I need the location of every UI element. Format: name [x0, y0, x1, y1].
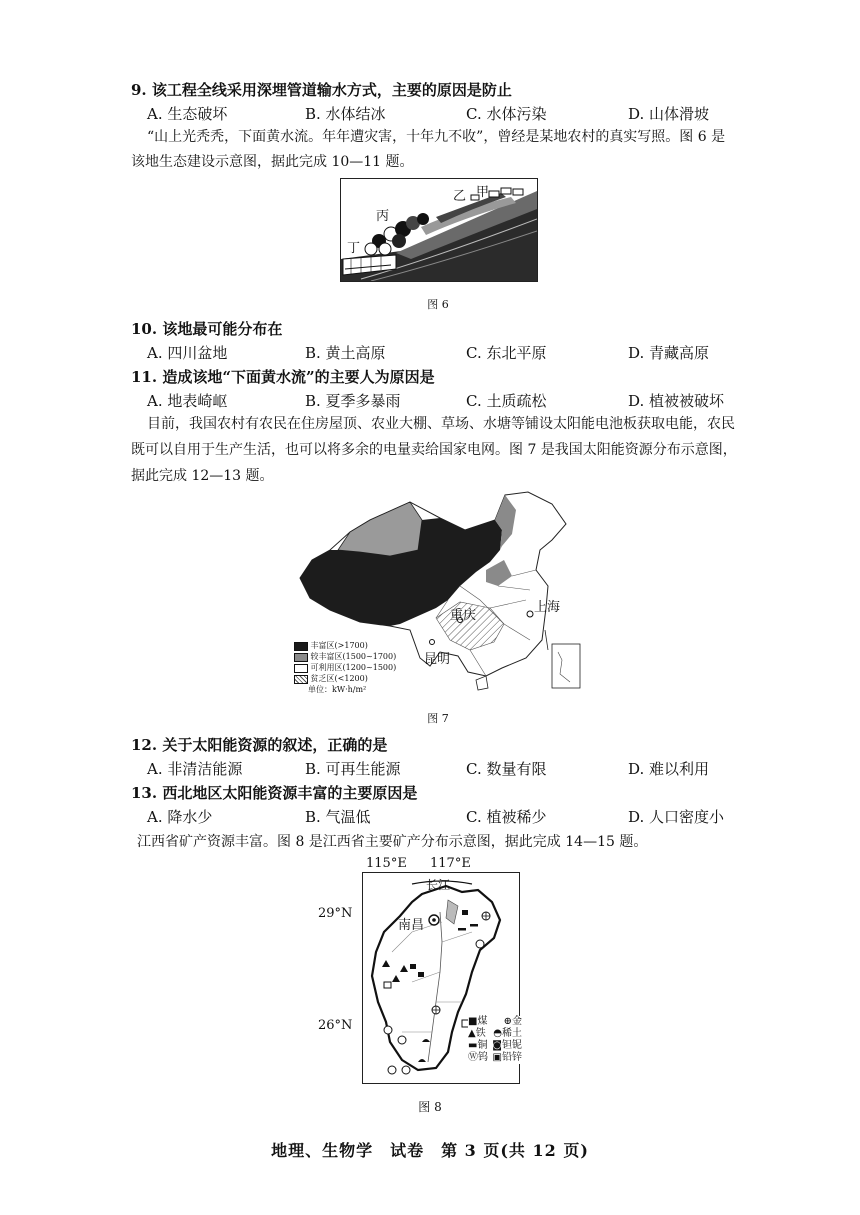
figure-6-caption: 图 6 [427, 298, 449, 311]
intro-12-13-line2: 既可以自用于生产生活，也可以将多余的电量卖给国家电网。图 7 是我国太阳能资源分布示意图， [131, 442, 737, 458]
iron-icon: ▲ [468, 1028, 476, 1039]
q13-stem: 13. 西北地区太阳能资源丰富的主要原因是 [131, 784, 418, 802]
legend-swatch-poor [294, 675, 308, 684]
legend-swatch-usable [294, 664, 308, 673]
figure-8-legend [468, 1016, 522, 1064]
figure-8-caption: 图 8 [418, 1100, 442, 1114]
intro-12-13-line1: 目前，我国农村有农民在住房屋顶、农业大棚、草场、水塘等铺设太阳能电池板获取电能，农民 [147, 416, 735, 432]
page-footer: 地理、生物学 试卷 第 3 页(共 12 页) [271, 1141, 589, 1160]
figure-8-lat-26: 26°N [318, 1018, 353, 1033]
intro-12-13-line3: 据此完成 12—13 题。 [131, 468, 274, 484]
legend-tungsten: Ⓦ钨 [468, 1052, 488, 1063]
q13-option-b: B. 气温低 [305, 808, 371, 826]
intro-14-15-line1: 江西省矿产资源丰富。图 8 是江西省主要矿产分布示意图，据此完成 14—15 题。 [137, 834, 648, 850]
q13-option-d: D. 人口密度小 [628, 808, 725, 826]
figure-8-city-nanchang: 南昌 [398, 918, 425, 933]
q10-option-a: A. 四川盆地 [147, 344, 228, 362]
q11-stem: 11. 造成该地“下面黄水流”的主要人为原因是 [131, 368, 435, 386]
figure-7 [290, 490, 590, 702]
legend-row-1 [468, 1016, 522, 1028]
figure-7-legend-item-rich [294, 640, 396, 651]
rare-earth-icon: ◓ [493, 1028, 502, 1039]
figure-6-label-ding: 丁 [347, 241, 361, 256]
q10-option-c: C. 东北平原 [466, 344, 547, 362]
figure-8-lon-115: 115°E [366, 856, 407, 871]
figure-8-lat-29: 29°N [318, 906, 353, 921]
legend-iron: ▲铁 [468, 1028, 486, 1039]
q12-option-a: A. 非清洁能源 [147, 760, 243, 778]
figure-7-unit: 单位：kW·h/m² [308, 685, 367, 694]
legend-row-3 [468, 1040, 522, 1052]
figure-6 [340, 178, 538, 282]
figure-7-city-shanghai: 上海 [534, 600, 561, 615]
legend-label-poor: 贫乏区(<1200) [310, 674, 368, 683]
q12-option-c: C. 数量有限 [466, 760, 547, 778]
q11-option-d: D. 植被被破坏 [628, 392, 725, 410]
legend-label-usable: 可利用区(1200~1500) [310, 663, 397, 672]
legend-row-4 [468, 1052, 522, 1064]
copper-icon: ▬ [468, 1040, 478, 1051]
intro-10-11-line1: “山上光秃秃，下面黄水流。年年遭灾害，十年九不收”，曾经是某地农村的真实写照。图 6 是 [147, 129, 726, 145]
gold-icon: ⊕ [503, 1016, 512, 1027]
figure-7-city-kunming: 昆明 [424, 652, 451, 667]
legend-label-rich: 丰富区(>1700) [310, 641, 368, 650]
q11-option-b: B. 夏季多暴雨 [305, 392, 401, 410]
q9-option-b: B. 水体结冰 [305, 105, 386, 123]
figure-6-label-jia: 甲 [476, 185, 490, 200]
legend-lead-zinc: ▣铅锌 [492, 1052, 522, 1063]
q13-option-c: C. 植被稀少 [466, 808, 547, 826]
q11-option-a: A. 地表崎岖 [147, 392, 228, 410]
q12-option-d: D. 难以利用 [628, 760, 710, 778]
figure-7-legend-item-fairly-rich [294, 651, 396, 662]
figure-7-city-chongqing: 重庆 [450, 608, 477, 623]
q9-option-d: D. 山体滑坡 [628, 105, 710, 123]
q12-option-b: B. 可再生能源 [305, 760, 401, 778]
q9-option-c: C. 水体污染 [466, 105, 547, 123]
legend-label-fairly-rich: 较丰富区(1500~1700) [310, 652, 397, 661]
q10-option-b: B. 黄土高原 [305, 344, 386, 362]
tantalum-niobium-icon: ◙ [492, 1040, 502, 1051]
q12-stem: 12. 关于太阳能资源的叙述，正确的是 [131, 736, 388, 754]
q9-stem: 9. 该工程全线采用深埋管道输水方式，主要的原因是防止 [131, 81, 512, 99]
q9-option-a: A. 生态破坏 [147, 105, 228, 123]
figure-6-illustration [341, 179, 537, 281]
legend-gold: ⊕金 [503, 1016, 522, 1027]
figure-8 [318, 856, 530, 1088]
figure-7-legend-item-usable [294, 662, 396, 673]
figure-8-river: 长江 [426, 878, 451, 892]
figure-7-caption: 图 7 [427, 712, 449, 725]
legend-swatch-rich [294, 642, 308, 651]
q10-option-d: D. 青藏高原 [628, 344, 710, 362]
legend-coal: ■煤 [468, 1016, 488, 1027]
figure-8-lon-117: 117°E [430, 856, 471, 871]
intro-10-11-line2: 该地生态建设示意图，据此完成 10—11 题。 [131, 154, 414, 170]
q13-option-a: A. 降水少 [147, 808, 213, 826]
figure-6-label-yi: 乙 [453, 189, 467, 204]
coal-icon: ■ [468, 1016, 478, 1027]
legend-tantalum-niobium: ◙钽铌 [492, 1040, 522, 1051]
legend-rare-earth: ◓稀土 [493, 1028, 522, 1039]
q11-option-c: C. 土质疏松 [466, 392, 547, 410]
legend-swatch-fairly-rich [294, 653, 308, 662]
figure-7-legend-item-poor [294, 673, 396, 684]
q10-stem: 10. 该地最可能分布在 [131, 320, 283, 338]
legend-copper: ▬铜 [468, 1040, 488, 1051]
tungsten-icon: Ⓦ [468, 1052, 478, 1063]
lead-zinc-icon: ▣ [492, 1052, 502, 1063]
legend-row-2 [468, 1028, 522, 1040]
figure-7-legend [294, 640, 396, 695]
figure-6-label-bing: 丙 [376, 209, 390, 224]
